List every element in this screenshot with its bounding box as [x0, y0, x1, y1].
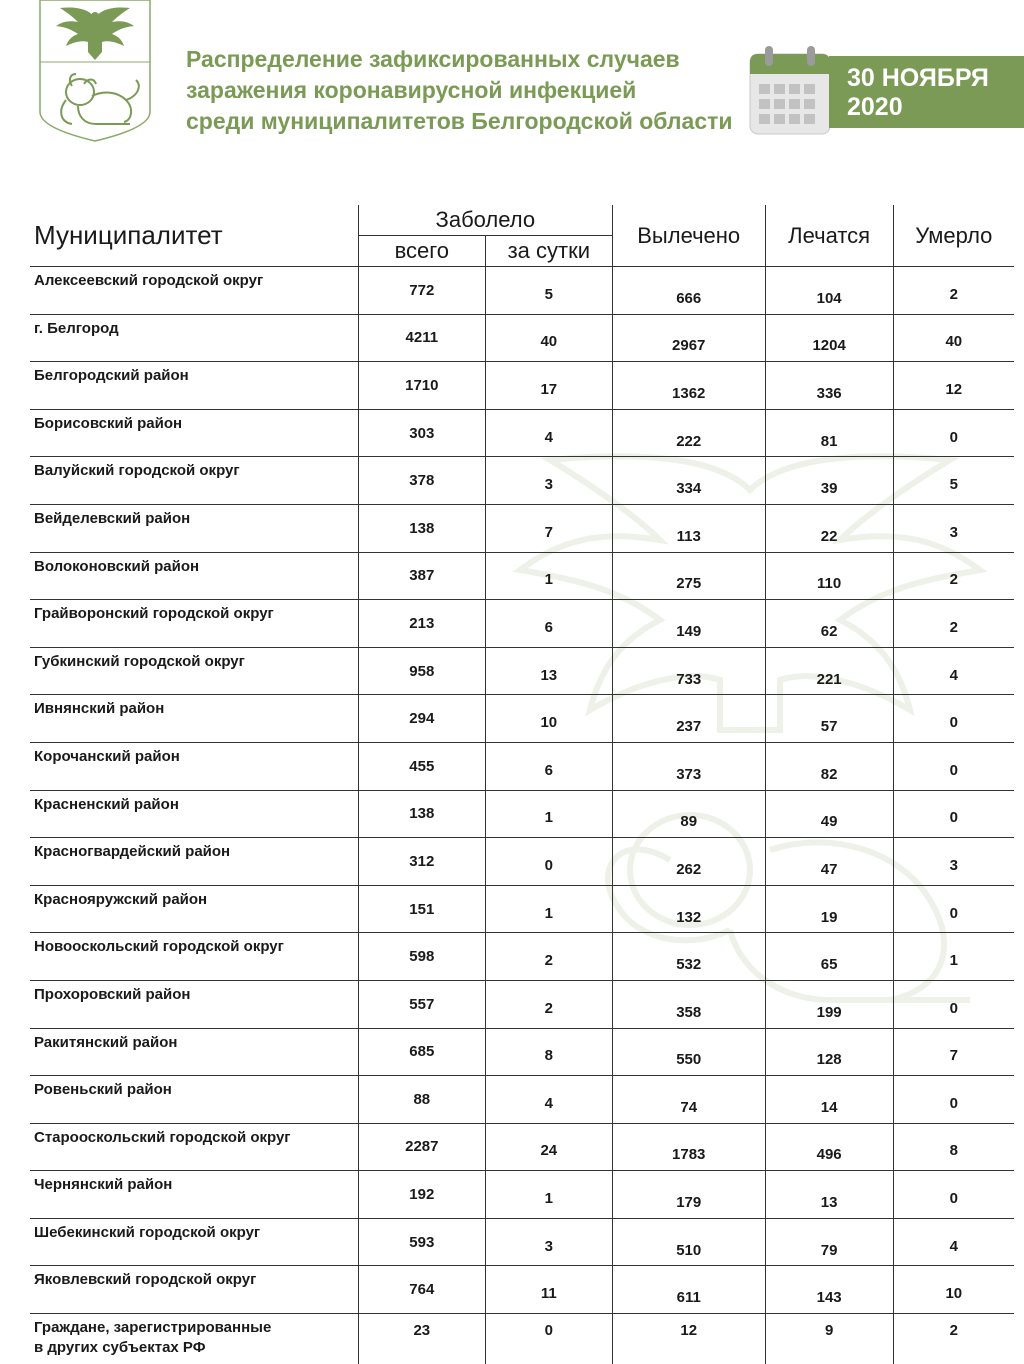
cell-recovered: 611 [612, 1266, 765, 1314]
cell-treating: 79 [765, 1218, 893, 1266]
cell-died: 5 [893, 457, 1014, 505]
cell-per-day: 40 [485, 314, 612, 362]
table-row [30, 1266, 1014, 1314]
row-name: г. Белгород [30, 314, 358, 362]
cell-total: 294 [358, 695, 485, 743]
cell-total: 2287 [358, 1123, 485, 1171]
cell-total: 88 [358, 1076, 485, 1124]
cell-recovered: 149 [612, 600, 765, 648]
cell-treating: 143 [765, 1266, 893, 1314]
table-row [30, 885, 1014, 933]
row-name: Прохоровский район [30, 980, 358, 1028]
cell-per-day: 1 [485, 1171, 612, 1219]
row-name: Ракитянский район [30, 1028, 358, 1076]
cell-per-day: 13 [485, 647, 612, 695]
calendar-icon [747, 44, 833, 136]
cell-died: 8 [893, 1123, 1014, 1171]
row-name: Белгородский район [30, 362, 358, 410]
cell-treating: 22 [765, 504, 893, 552]
row-name: Волоконовский район [30, 552, 358, 600]
cell-per-day: 10 [485, 695, 612, 743]
table-row [30, 933, 1014, 981]
cell-recovered: 1362 [612, 362, 765, 410]
cell-died: 0 [893, 1076, 1014, 1124]
cell-recovered: 358 [612, 980, 765, 1028]
table-row [30, 1218, 1014, 1266]
cell-died: 0 [893, 790, 1014, 838]
table-row [30, 267, 1014, 315]
cell-per-day: 1 [485, 552, 612, 600]
cell-per-day: 2 [485, 933, 612, 981]
cell-total: 23 [358, 1314, 485, 1364]
cell-total: 958 [358, 647, 485, 695]
cell-per-day: 6 [485, 742, 612, 790]
column-header-municipality: Муниципалитет [30, 205, 358, 267]
table-row [30, 314, 1014, 362]
cell-died: 0 [893, 742, 1014, 790]
covid-table [30, 205, 1014, 1364]
row-name: Ровеньский район [30, 1076, 358, 1124]
cell-died: 3 [893, 504, 1014, 552]
column-header-treating: Лечатся [765, 205, 893, 267]
cell-recovered: 666 [612, 267, 765, 315]
cell-died: 2 [893, 1314, 1014, 1364]
cell-recovered: 733 [612, 647, 765, 695]
cell-per-day: 1 [485, 885, 612, 933]
table-row [30, 1123, 1014, 1171]
table-row [30, 362, 1014, 410]
row-name: Корочанский район [30, 742, 358, 790]
cell-treating: 57 [765, 695, 893, 743]
cell-total: 1710 [358, 362, 485, 410]
cell-recovered: 113 [612, 504, 765, 552]
cell-total: 378 [358, 457, 485, 505]
cell-treating: 13 [765, 1171, 893, 1219]
cell-treating: 336 [765, 362, 893, 410]
table-row [30, 742, 1014, 790]
cell-recovered: 510 [612, 1218, 765, 1266]
cell-total: 455 [358, 742, 485, 790]
table-row [30, 695, 1014, 743]
table-row [30, 504, 1014, 552]
cell-died: 2 [893, 552, 1014, 600]
cell-total: 138 [358, 790, 485, 838]
table-row [30, 1028, 1014, 1076]
row-name: Красненский район [30, 790, 358, 838]
cell-treating: 19 [765, 885, 893, 933]
cell-recovered: 222 [612, 409, 765, 457]
cell-total: 312 [358, 838, 485, 886]
cell-total: 685 [358, 1028, 485, 1076]
cell-per-day: 5 [485, 267, 612, 315]
row-name: Губкинский городской округ [30, 647, 358, 695]
cell-treating: 496 [765, 1123, 893, 1171]
cell-died: 2 [893, 600, 1014, 648]
cell-treating: 62 [765, 600, 893, 648]
cell-treating: 221 [765, 647, 893, 695]
row-name: Новооскольский городской округ [30, 933, 358, 981]
cell-died: 10 [893, 1266, 1014, 1314]
column-header-infected: Заболело [358, 205, 612, 236]
cell-treating: 1204 [765, 314, 893, 362]
cell-died: 3 [893, 838, 1014, 886]
cell-treating: 128 [765, 1028, 893, 1076]
cell-per-day: 1 [485, 790, 612, 838]
cell-recovered: 275 [612, 552, 765, 600]
cell-treating: 82 [765, 742, 893, 790]
date-badge [829, 56, 1024, 128]
cell-treating: 104 [765, 267, 893, 315]
table-row [30, 1076, 1014, 1124]
row-name: Шебекинский городской округ [30, 1218, 358, 1266]
cell-total: 593 [358, 1218, 485, 1266]
cell-recovered: 179 [612, 1171, 765, 1219]
cell-recovered: 262 [612, 838, 765, 886]
cell-died: 2 [893, 267, 1014, 315]
cell-died: 0 [893, 1171, 1014, 1219]
cell-treating: 9 [765, 1314, 893, 1364]
cell-recovered: 1783 [612, 1123, 765, 1171]
table-header-row [30, 205, 1014, 236]
cell-per-day: 4 [485, 1076, 612, 1124]
title-line: заражения коронавирусной инфекцией [186, 77, 637, 103]
row-name: Ивнянский район [30, 695, 358, 743]
cell-died: 12 [893, 362, 1014, 410]
cell-per-day: 4 [485, 409, 612, 457]
cell-died: 1 [893, 933, 1014, 981]
table-row [30, 980, 1014, 1028]
cell-treating: 81 [765, 409, 893, 457]
cell-per-day: 3 [485, 1218, 612, 1266]
cell-died: 0 [893, 980, 1014, 1028]
cell-recovered: 550 [612, 1028, 765, 1076]
cell-recovered: 237 [612, 695, 765, 743]
cell-recovered: 89 [612, 790, 765, 838]
cell-per-day: 8 [485, 1028, 612, 1076]
row-name: Яковлевский городской округ [30, 1266, 358, 1314]
row-name-line: в других субъектах РФ [34, 1339, 206, 1357]
table-row [30, 409, 1014, 457]
cell-treating: 49 [765, 790, 893, 838]
page-title [186, 44, 746, 137]
table-row [30, 1171, 1014, 1219]
cell-recovered: 373 [612, 742, 765, 790]
cell-recovered: 132 [612, 885, 765, 933]
table-row [30, 790, 1014, 838]
cell-treating: 39 [765, 457, 893, 505]
cell-died: 40 [893, 314, 1014, 362]
row-name: Вейделевский район [30, 504, 358, 552]
column-header-total: всего [358, 236, 485, 267]
column-header-recovered: Вылечено [612, 205, 765, 267]
row-name: Старооскольский городской округ [30, 1123, 358, 1171]
cell-total: 557 [358, 980, 485, 1028]
table-row [30, 838, 1014, 886]
row-name: Красногвардейский район [30, 838, 358, 886]
table-row [30, 600, 1014, 648]
cell-total: 303 [358, 409, 485, 457]
row-name: Краснояружский район [30, 885, 358, 933]
cell-died: 4 [893, 1218, 1014, 1266]
cell-per-day: 6 [485, 600, 612, 648]
date-year: 2020 [847, 93, 903, 121]
cell-total: 4211 [358, 314, 485, 362]
cell-total: 387 [358, 552, 485, 600]
cell-per-day: 0 [485, 838, 612, 886]
cell-per-day: 11 [485, 1266, 612, 1314]
row-name: Чернянский район [30, 1171, 358, 1219]
cell-treating: 199 [765, 980, 893, 1028]
row-name: Грайворонский городской округ [30, 600, 358, 648]
title-line: среди муниципалитетов Белгородской области [186, 108, 733, 134]
cell-per-day: 2 [485, 980, 612, 1028]
table-row-other-regions [30, 1314, 1014, 1364]
cell-per-day: 17 [485, 362, 612, 410]
column-header-died: Умерло [893, 205, 1014, 267]
row-name: Борисовский район [30, 409, 358, 457]
cell-died: 0 [893, 885, 1014, 933]
row-name-line: Граждане, зарегистрированные [34, 1319, 272, 1337]
coat-of-arms-icon [38, 0, 152, 142]
cell-total: 138 [358, 504, 485, 552]
cell-total: 598 [358, 933, 485, 981]
row-name: Валуйский городской округ [30, 457, 358, 505]
cell-recovered: 74 [612, 1076, 765, 1124]
cell-recovered: 2967 [612, 314, 765, 362]
row-name [30, 1314, 358, 1364]
row-name: Алексеевский городской округ [30, 267, 358, 315]
cell-per-day: 0 [485, 1314, 612, 1364]
cell-died: 0 [893, 695, 1014, 743]
cell-died: 7 [893, 1028, 1014, 1076]
cell-total: 192 [358, 1171, 485, 1219]
cell-total: 151 [358, 885, 485, 933]
cell-per-day: 24 [485, 1123, 612, 1171]
cell-treating: 14 [765, 1076, 893, 1124]
date-day-month: 30 НОЯБРЯ [847, 64, 989, 92]
cell-died: 4 [893, 647, 1014, 695]
title-line: Распределение зафиксированных случаев [186, 46, 680, 72]
cell-recovered: 334 [612, 457, 765, 505]
table-row [30, 647, 1014, 695]
cell-per-day: 7 [485, 504, 612, 552]
cell-total: 764 [358, 1266, 485, 1314]
cell-per-day: 3 [485, 457, 612, 505]
cell-recovered: 532 [612, 933, 765, 981]
column-header-per-day: за сутки [485, 236, 612, 267]
cell-treating: 110 [765, 552, 893, 600]
cell-treating: 47 [765, 838, 893, 886]
cell-recovered: 12 [612, 1314, 765, 1364]
table-row [30, 552, 1014, 600]
table-row [30, 457, 1014, 505]
cell-total: 772 [358, 267, 485, 315]
cell-died: 0 [893, 409, 1014, 457]
cell-treating: 65 [765, 933, 893, 981]
cell-total: 213 [358, 600, 485, 648]
